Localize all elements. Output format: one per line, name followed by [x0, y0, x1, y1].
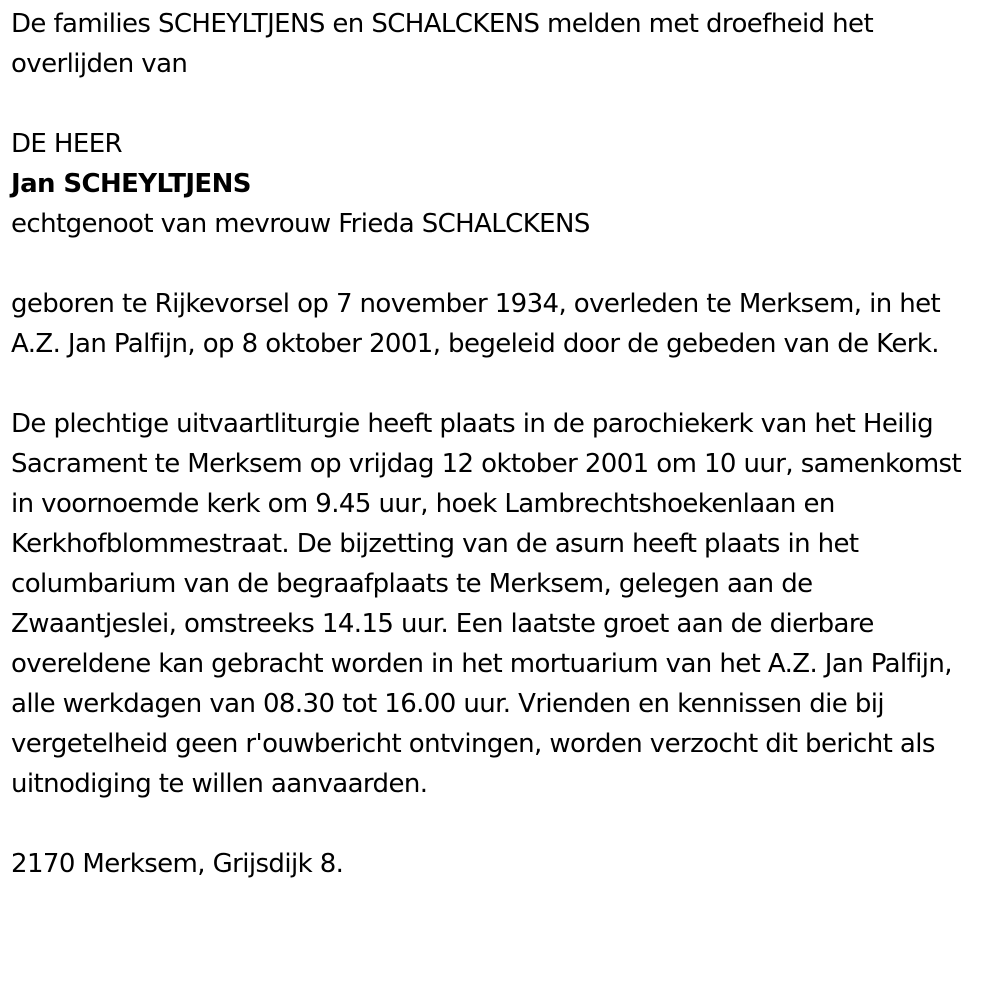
- intro-paragraph: De families SCHEYLTJENS en SCHALCKENS melden met droefheid het overlijden van: [11, 9, 874, 79]
- deceased-name: Jan SCHEYLTJENS: [11, 169, 251, 199]
- spouse-line: echtgenoot van mevrouw Frieda SCHALCKENS: [11, 209, 590, 239]
- spacer: [11, 804, 981, 844]
- address-line: 2170 Merksem, Grijsdijk 8.: [11, 849, 344, 879]
- birth-death-paragraph: geboren te Rijkevorsel op 7 november 1934, overleden te Merksem, in het A.Z. Jan Palfijn, op 8 oktober 2001, begeleid door de gebeden van de Kerk.: [11, 289, 941, 359]
- spacer: [11, 364, 981, 404]
- spacer: [11, 244, 981, 284]
- ceremony-paragraph: De plechtige uitvaartliturgie heeft plaats in de parochiekerk van het Heilig Sacrament te Merksem op vrijdag 12 oktober 2001 om 10 uur, samenkomst in voornoemde kerk om 9.45 uur, hoek Lambrechtshoekenlaan en Kerkhofblommestraat. De bijzetting van de asurn heeft plaats in het columbarium van de begraafplaats te Merksem, gelegen aan de Zwaantjeslei, omstreeks 14.15 uur. Een laatste groet aan de dierbare overeldene kan gebracht worden in het mortuarium van het A.Z. Jan Palfijn, alle werkdagen van 08.30 tot 16.00 uur. Vrienden en kennissen die bij vergetelheid geen r'ouwbericht ontvingen, worden verzocht dit bericht als uitnodiging te willen aanvaarden.: [11, 409, 962, 799]
- spacer: [11, 84, 981, 124]
- death-notice: [11, 4, 981, 884]
- honorific-title: DE HEER: [11, 129, 122, 159]
